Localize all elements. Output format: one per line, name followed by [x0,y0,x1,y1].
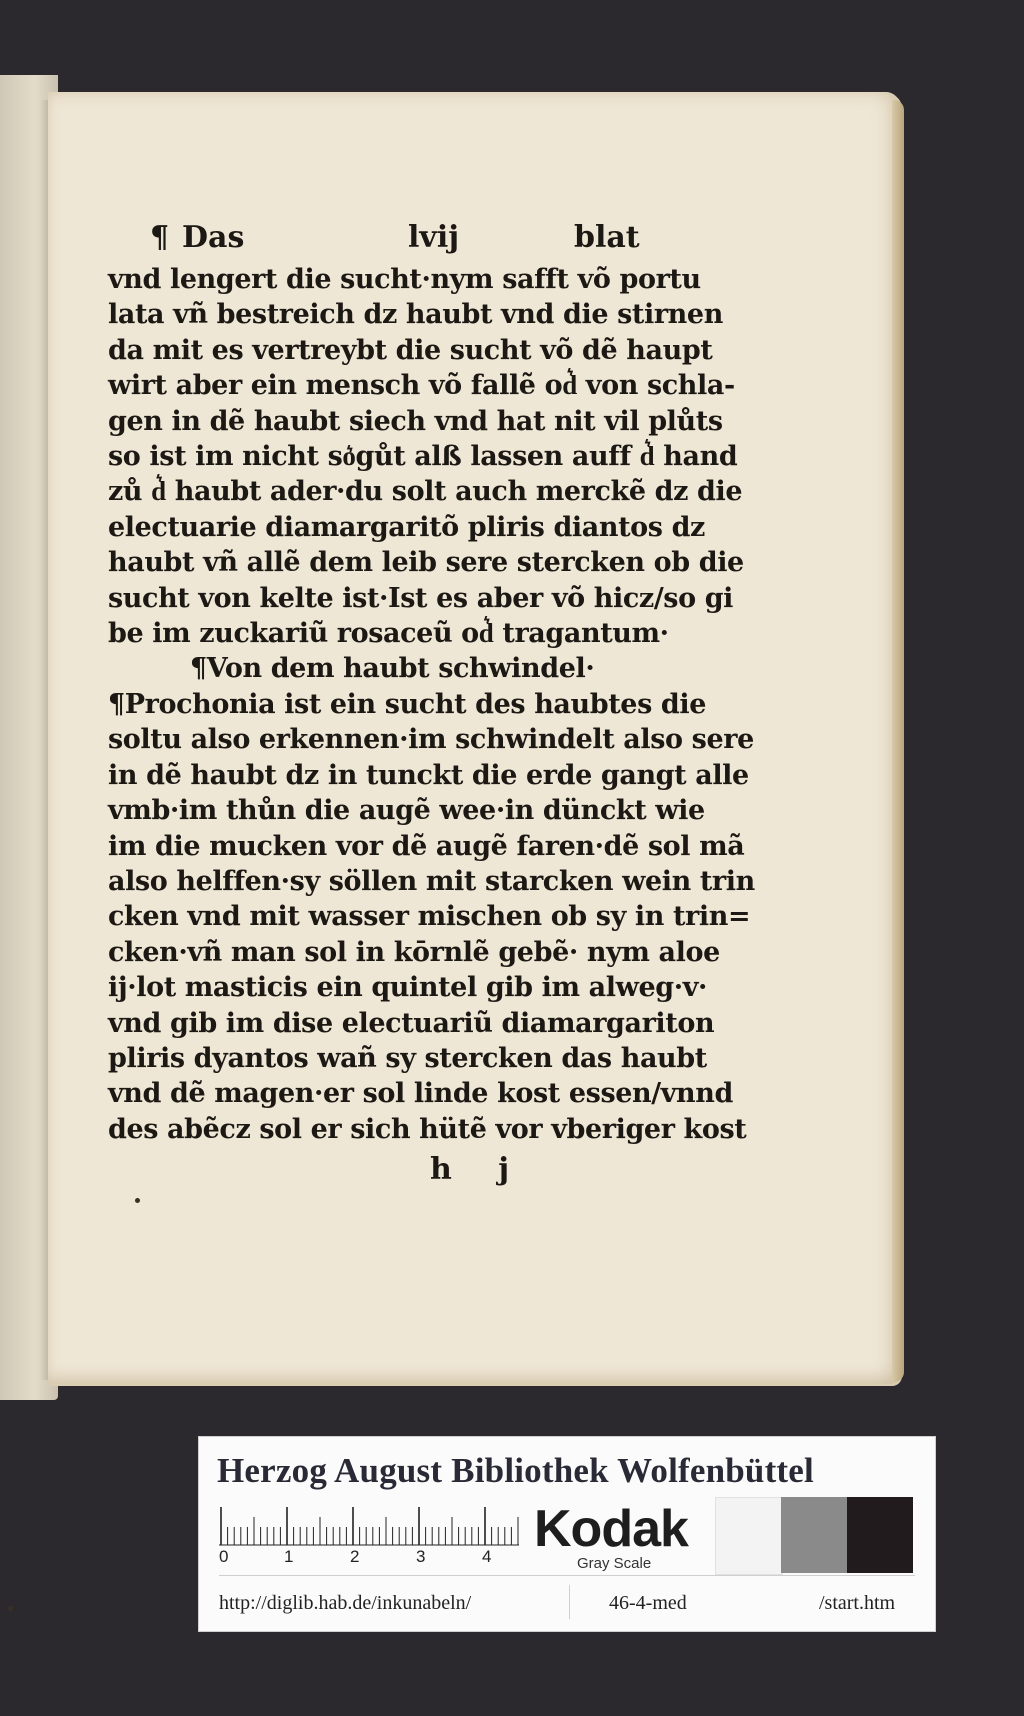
text-line: also helffen·sy söllen mit starcken wein trin [108,865,755,897]
brand-subtitle: Gray Scale [577,1555,652,1572]
text-line: vmb·im thůn die augẽ wee·in dünckt wie [108,795,705,827]
header-right: blat [574,220,640,255]
shelfmark: 46-4-med [609,1592,687,1614]
black-swatch [847,1497,913,1573]
text-line: haubt vñ allẽ dem leib sere stercken ob die [108,547,744,579]
text-line: vnd lengert die sucht·nym safft võ portu [108,264,701,295]
ruler-label: 4 [482,1547,492,1566]
gray-swatch [781,1497,847,1573]
text-line: vnd dẽ magen·er sol linde kost essen/vnnd [108,1078,733,1110]
text-line: cken·vñ man sol in kōrnlẽ gebẽ· nym aloe [108,936,720,968]
text-line: ¶Prochonia ist ein sucht des haubtes die [108,688,706,720]
text-line: im die mucken vor dẽ augẽ faren·dẽ sol mã [108,830,745,862]
white-swatch [715,1497,783,1575]
text-line: cken vnd mit wasser mischen ob sy in trin= [108,901,751,933]
brand-logo: Kodak [534,1500,688,1558]
text-line: so ist im nicht so͛gůt alß lassen auff d͛ hand [108,441,738,473]
color-calibration-card [198,1436,936,1632]
ruler-label: 1 [284,1547,294,1566]
ruler-label: 3 [416,1547,426,1566]
text-line: zů d͛ haubt ader·du solt auch merckẽ dz die [108,476,743,508]
text-line: electuarie diamargaritõ pliris diantos dz [108,511,705,543]
page-fore-edge [892,100,904,1382]
text-line: gen in dẽ haubt siech vnd hat nit vil plůts [108,405,723,437]
institution-name: Herzog August Bibliothek Wolfenbüttel [217,1451,814,1490]
text-line: in dẽ haubt dz in tunckt die erde gangt alle [108,759,749,791]
page-text-block [108,218,755,1147]
text-line: lata vñ bestreich dz haubt vnd die stirnen [108,299,723,331]
text-line: sucht von kelte ist·Ist es aber võ hicz/so gi [108,582,734,614]
ruler-label: 0 [219,1547,229,1566]
text-line: soltu also erkennen·im schwindelt also sere [108,724,754,756]
url-prefix: http://diglib.hab.de/inkunabeln/ [219,1592,472,1614]
ruler-label: 2 [350,1547,360,1566]
centimeter-ruler [219,1505,519,1565]
text-line: pliris dyantos wañ sy stercken das haubt [108,1042,707,1074]
running-header [108,218,728,262]
url-suffix: /start.htm [819,1592,896,1614]
header-left: Das [182,220,245,255]
card-divider [219,1575,915,1576]
folio-number: lvij [408,220,460,255]
text-line: be im zuckariũ rosaceũ od͛ tragantum· [108,618,669,650]
footer-separator [569,1585,570,1619]
quire-signature: h j [430,1152,528,1187]
text-line: da mit es vertreybt die sucht võ dẽ haupt [108,334,713,366]
ink-speck [8,1606,13,1611]
text-line: vnd gib im dise electuariũ diamargariton [108,1007,715,1039]
ink-speck [135,1198,140,1203]
section-heading: ¶Von dem haubt schwindel· [190,653,595,685]
text-line: ij·lot masticis ein quintel gib im alweg·v· [108,972,708,1004]
text-line: wirt aber ein mensch võ fallẽ od͛ von schla- [108,370,735,402]
text-line: des abẽcz sol er sich hütẽ vor vberiger kost [108,1113,747,1145]
pilcrow-mark: ¶ [150,220,170,255]
